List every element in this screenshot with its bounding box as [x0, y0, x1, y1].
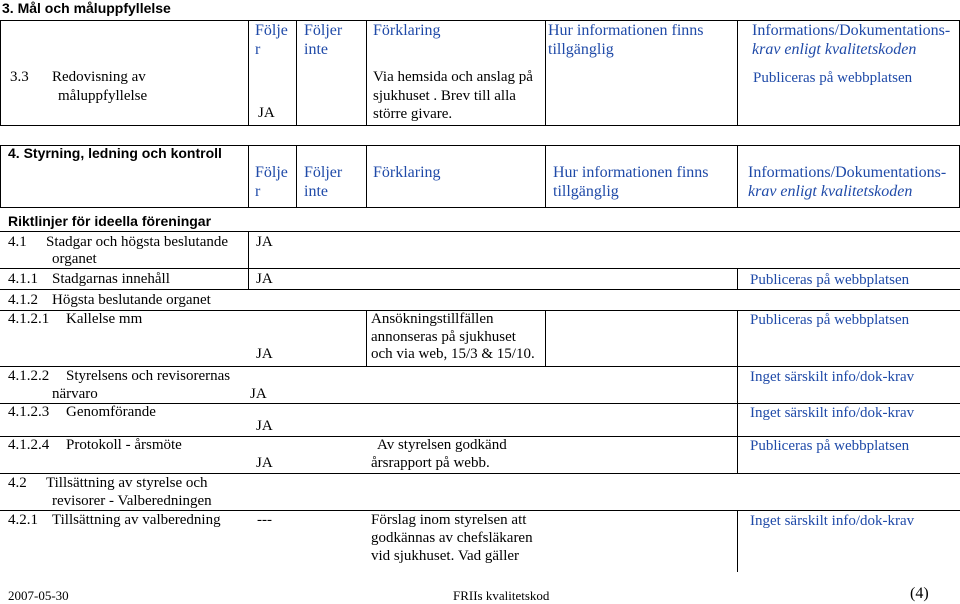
row-label: Högsta beslutande organet	[52, 292, 211, 308]
row-folje-value: JA	[256, 455, 273, 471]
row-id: 4.1.2	[8, 292, 38, 308]
header-info: Informations/Dokumentations-	[748, 164, 947, 181]
header-folje: Följe	[255, 164, 288, 181]
rule	[296, 145, 297, 207]
rule	[0, 207, 960, 208]
rule	[296, 20, 297, 125]
header-foljer-inte: Följer	[304, 22, 343, 39]
row-label-cont: måluppfyllelse	[58, 88, 148, 104]
row-label: Stadgarnas innehåll	[52, 271, 170, 287]
rule	[545, 145, 546, 207]
footer-title: FRIIs kvalitetskod	[453, 588, 550, 603]
header-folje-cont: r	[255, 41, 261, 58]
header-info: Informations/Dokumentations-	[752, 22, 951, 39]
rule	[737, 436, 738, 473]
row-label-cont: närvaro	[52, 386, 98, 402]
row-label: Stadgar och högsta beslutande	[46, 234, 229, 250]
row-label: Tillsättning av styrelse och	[46, 475, 208, 491]
header-hur-cont: tillgänglig	[553, 183, 619, 200]
rule	[366, 145, 367, 207]
rule	[545, 310, 546, 366]
row-id: 4.2.1	[8, 512, 38, 528]
rule	[248, 231, 249, 268]
rule	[248, 268, 249, 289]
header-info-cont: krav enligt kvalitetskoden	[752, 41, 917, 58]
subheading: Riktlinjer för ideella föreningar	[8, 213, 212, 229]
row-label: Protokoll - årsmöte	[66, 437, 182, 453]
header-hur: Hur informationen finns	[553, 164, 709, 181]
header-forklaring: Förklaring	[373, 164, 441, 181]
rule	[0, 20, 1, 125]
row-krav: Inget särskilt info/dok-krav	[750, 513, 915, 529]
row-folje-value: JA	[256, 234, 273, 250]
rule	[248, 20, 249, 125]
rule	[737, 20, 738, 125]
header-hur-cont: tillgänglig	[548, 41, 614, 58]
rule	[737, 510, 738, 572]
rule	[366, 20, 367, 125]
rule	[545, 20, 546, 125]
rule	[737, 310, 738, 366]
row-id: 4.1.2.4	[8, 437, 50, 453]
row-label-cont: organet	[52, 251, 97, 267]
rule	[0, 268, 960, 269]
rule	[0, 289, 960, 290]
row-folje-value: JA	[256, 346, 273, 362]
row-label: Styrelsens och revisorernas	[66, 368, 231, 384]
row-id: 4.1	[8, 234, 27, 250]
row-forklaring: Förslag inom styrelsen att	[371, 512, 527, 528]
row-forklaring-cont: årsrapport på webb.	[371, 455, 490, 471]
row-forklaring-cont2: vid sjukhuset. Vad gäller	[371, 548, 520, 564]
rule	[366, 310, 367, 366]
rule	[0, 510, 960, 511]
row-krav: Publiceras på webbplatsen	[750, 312, 910, 328]
row-id: 3.3	[10, 69, 29, 85]
rule	[737, 145, 738, 207]
row-forklaring-cont2: större givare.	[373, 106, 453, 122]
header-folje: Följe	[255, 22, 288, 39]
row-label: Genomförande	[66, 404, 156, 420]
row-krav: Publiceras på webbplatsen	[750, 438, 910, 454]
rule	[0, 145, 1, 207]
header-info-cont: krav enligt kvalitetskoden	[748, 183, 913, 200]
rule	[0, 473, 960, 474]
row-folje-value: JA	[258, 105, 275, 121]
section-4-title: 4. Styrning, ledning och kontroll	[8, 145, 222, 161]
rule	[248, 145, 249, 207]
row-krav: Publiceras på webbplatsen	[750, 272, 910, 288]
row-forklaring: Via hemsida och anslag på	[373, 69, 533, 85]
row-forklaring: Av styrelsen godkänd	[377, 437, 507, 453]
row-id: 4.1.2.1	[8, 311, 50, 327]
row-id: 4.2	[8, 475, 27, 491]
row-folje-value: JA	[250, 386, 267, 402]
row-forklaring-cont: godkännas av chefsläkaren	[371, 530, 533, 546]
rule	[0, 366, 960, 367]
header-foljer-inte-cont: inte	[304, 41, 328, 58]
rule	[737, 366, 738, 403]
header-foljer-inte-cont: inte	[304, 183, 328, 200]
row-folje-value: JA	[256, 271, 273, 287]
row-krav: Inget särskilt info/dok-krav	[750, 405, 915, 421]
row-forklaring: Ansökningstillfällen	[371, 311, 494, 327]
row-id: 4.1.1	[8, 271, 38, 287]
footer-date: 2007-05-30	[8, 588, 69, 603]
footer-page-number: (4)	[910, 585, 929, 602]
row-krav: Inget särskilt info/dok-krav	[750, 369, 915, 385]
row-forklaring-cont: annonseras på sjukhuset	[371, 329, 516, 345]
row-id: 4.1.2.3	[8, 404, 50, 420]
row-label-cont: revisorer - Valberedningen	[52, 493, 212, 509]
rule	[0, 231, 960, 232]
row-label: Kallelse mm	[66, 311, 143, 327]
row-folje-value: JA	[256, 418, 273, 434]
row-forklaring-cont2: och via web, 15/3 & 15/10.	[371, 346, 535, 362]
header-folje-cont: r	[255, 183, 261, 200]
row-id: 4.1.2.2	[8, 368, 50, 384]
header-forklaring: Förklaring	[373, 22, 441, 39]
rule	[737, 403, 738, 436]
row-label: Redovisning av	[52, 69, 146, 85]
rule	[737, 268, 738, 289]
rule	[0, 125, 960, 126]
header-foljer-inte: Följer	[304, 164, 343, 181]
row-forklaring-cont: sjukhuset . Brev till alla	[373, 88, 516, 104]
row-foljer-inte-value: ---	[257, 512, 272, 528]
row-krav: Publiceras på webbplatsen	[753, 70, 913, 86]
header-hur: Hur informationen finns	[548, 22, 704, 39]
section-3-title: 3. Mål och måluppfyllelse	[2, 0, 171, 16]
row-label: Tillsättning av valberedning	[52, 512, 221, 528]
